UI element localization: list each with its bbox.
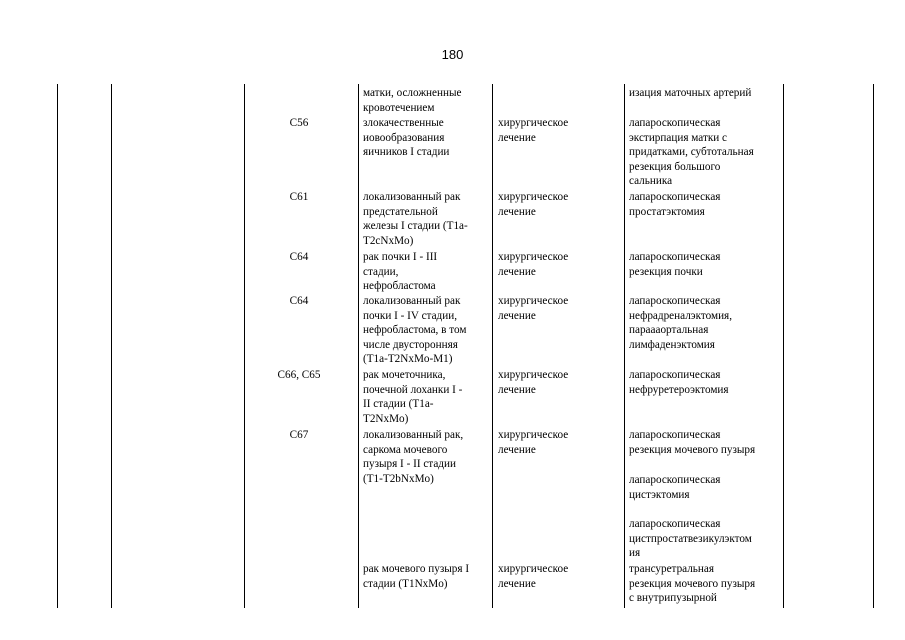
diagnosis-text: злокачественные иовообразования яичников I стадии [363,117,450,159]
page-number: 180 [441,47,464,62]
table-border-right [873,84,874,608]
column-divider [783,84,784,608]
treatment-type: хирургическое лечение [498,117,569,144]
diagnosis-text: локализованный рак почки I - IV стадии, нефробластома, в том числе двусторонняя (T1a-T2NxMo-M1) [363,295,467,366]
treatment-method: лапароскопическая резекция мочевого пузыря [629,429,756,456]
diagnosis-code: C67 [289,429,309,441]
diagnosis-code: C61 [289,191,309,203]
treatment-method: лапароскопическая экстирпация матки с придатками, субтотальная резекция большого сальника [629,117,754,188]
diagnosis-code: C64 [289,251,309,263]
treatment-type: хирургическое лечение [498,429,569,456]
column-divider [244,84,245,608]
treatment-method: лапароскопическая цистэктомия [629,474,721,501]
diagnosis-text: рак почки I - III стадии, нефробластома [363,251,438,293]
diagnosis-text: локализованный рак, саркома мочевого пузыря I - II стадии (T1-T2bNxMo) [363,429,464,485]
diagnosis-code: C56 [289,117,309,129]
treatment-method: лапароскопическая нефрадреналэктомия, параааортальная лимфаденэктомия [629,295,733,351]
treatment-type: хирургическое лечение [498,369,569,396]
treatment-type: хирургическое лечение [498,191,569,218]
column-divider [492,84,493,608]
column-divider [358,84,359,608]
treatment-method: лапароскопическая нефруретероэктомия [629,369,729,396]
diagnosis-text: матки, осложненные кровотечением [363,87,462,114]
treatment-method: трансуретральная резекция мочевого пузыря с внутрипузырной [629,563,756,605]
treatment-method: лапароскопическая простатэктомия [629,191,721,218]
table-border-left [57,84,58,608]
diagnosis-text: локализованный рак предстательной железы I стадии (T1a- T2cNxMo) [363,191,468,247]
diagnosis-text: рак мочеточника, почечной лоханки I - II стадии (T1a- T2NxMo) [363,369,463,425]
treatment-method: изация маточных артерий [629,87,752,99]
treatment-type: хирургическое лечение [498,295,569,322]
diagnosis-code: C66, C65 [277,369,321,381]
column-divider [624,84,625,608]
treatment-type: хирургическое лечение [498,251,569,278]
treatment-method: лапароскопическая резекция почки [629,251,721,278]
column-divider [111,84,112,608]
treatment-method: лапароскопическая цистпростатвезикулэктом ия [629,518,752,560]
treatment-type: хирургическое лечение [498,563,569,590]
diagnosis-text: рак мочевого пузыря I стадии (T1NxMo) [363,563,470,590]
diagnosis-code: C64 [289,295,309,307]
